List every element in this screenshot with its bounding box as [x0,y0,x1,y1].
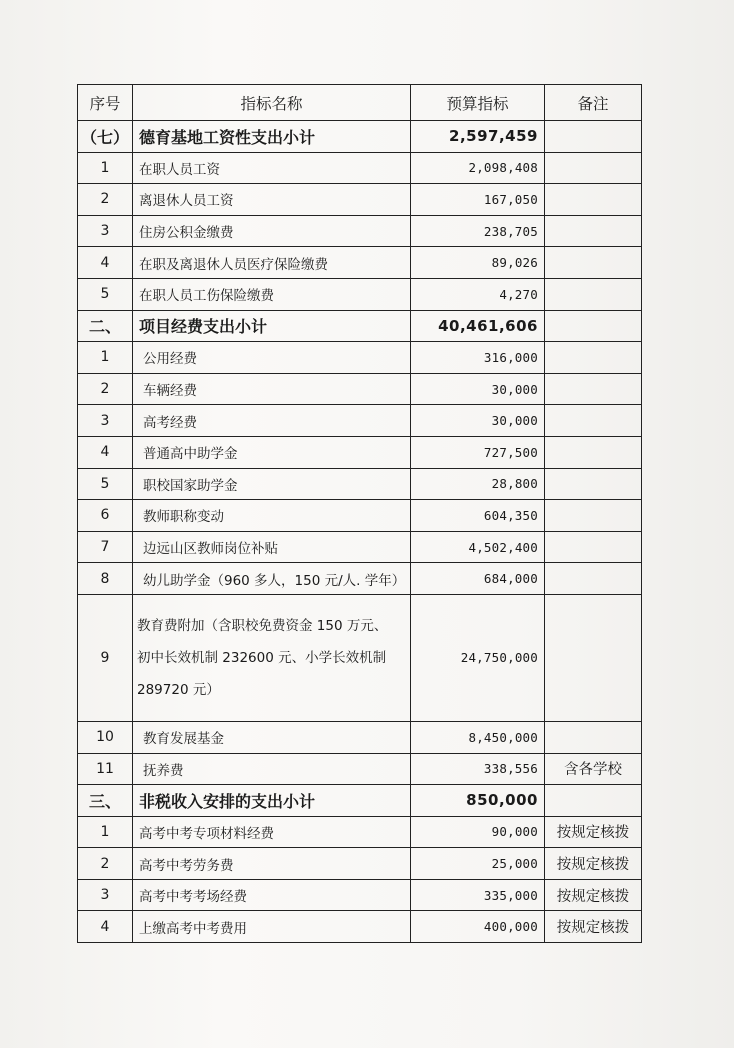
table-row [78,342,642,374]
row-note [545,215,642,247]
row-name: 离退休人员工资 [133,184,411,216]
row-name: 幼儿助学金（960 多人，150 元/人. 学年） [133,563,411,595]
table-body [78,121,642,943]
row-name: 高考中考专项材料经费 [133,816,411,848]
row-seq: 2 [78,184,133,216]
row-note [545,531,642,563]
table-row [78,373,642,405]
row-amount: 89,026 [411,247,545,279]
row-amount: 684,000 [411,563,545,595]
row-amount: 4,270 [411,278,545,310]
row-seq: （七） [78,121,133,153]
row-seq: 1 [78,152,133,184]
table-row [78,468,642,500]
row-note [545,468,642,500]
row-amount: 167,050 [411,184,545,216]
table-row [78,753,642,785]
row-name: 教育发展基金 [133,721,411,753]
row-note [545,184,642,216]
table-row [78,500,642,532]
row-seq: 2 [78,848,133,880]
row-note [545,436,642,468]
row-note: 按规定核拨 [545,848,642,880]
header-amount: 预算指标 [411,85,545,121]
table-row [78,531,642,563]
row-amount: 316,000 [411,342,545,374]
table-row [78,879,642,911]
row-amount: 40,461,606 [411,310,545,342]
table-row [78,436,642,468]
row-name: 边远山区教师岗位补贴 [133,531,411,563]
row-name: 德育基地工资性支出小计 [133,121,411,153]
table-row [78,278,642,310]
row-name: 高考经费 [133,405,411,437]
row-amount: 335,000 [411,879,545,911]
table-row [78,816,642,848]
subtotal-row [78,310,642,342]
row-amount: 30,000 [411,373,545,405]
row-amount: 30,000 [411,405,545,437]
row-seq: 2 [78,373,133,405]
row-seq: 4 [78,911,133,943]
row-note [545,342,642,374]
row-amount: 238,705 [411,215,545,247]
row-amount: 25,000 [411,848,545,880]
row-note [545,594,642,721]
row-amount: 2,597,459 [411,121,545,153]
table-row [78,215,642,247]
row-name: 抚养费 [133,753,411,785]
row-seq: 3 [78,215,133,247]
row-name [133,594,411,721]
row-seq: 4 [78,247,133,279]
row-amount: 727,500 [411,436,545,468]
header-note: 备注 [545,85,642,121]
row-amount: 850,000 [411,785,545,817]
row-note: 按规定核拨 [545,911,642,943]
row-amount: 400,000 [411,911,545,943]
row-seq: 8 [78,563,133,595]
row-seq: 二、 [78,310,133,342]
row-name: 职校国家助学金 [133,468,411,500]
budget-table [77,84,642,943]
row-name: 教师职称变动 [133,500,411,532]
row-note [545,785,642,817]
row-seq: 1 [78,816,133,848]
row-name: 非税收入安排的支出小计 [133,785,411,817]
row-seq: 三、 [78,785,133,817]
row-note [545,310,642,342]
table-row [78,911,642,943]
table-row [78,848,642,880]
row-note [545,721,642,753]
table-row [78,247,642,279]
row-note: 含各学校 [545,753,642,785]
row-amount: 604,350 [411,500,545,532]
row-note [545,247,642,279]
table-row [78,184,642,216]
row-seq: 5 [78,278,133,310]
row-seq: 6 [78,500,133,532]
row-seq: 11 [78,753,133,785]
row-name: 公用经费 [133,342,411,374]
row-amount: 90,000 [411,816,545,848]
row-seq: 4 [78,436,133,468]
table-row [78,152,642,184]
row-seq: 1 [78,342,133,374]
header-seq: 序号 [78,85,133,121]
row-amount: 338,556 [411,753,545,785]
row-name-line: 教育费附加（含职校免费资金 150 万元、 [137,617,388,634]
row-amount: 2,098,408 [411,152,545,184]
row-note [545,278,642,310]
row-note: 按规定核拨 [545,879,642,911]
table-header-row [78,85,642,121]
row-seq: 7 [78,531,133,563]
table-row [78,721,642,753]
row-name: 在职人员工伤保险缴费 [133,278,411,310]
row-note [545,563,642,595]
row-seq: 5 [78,468,133,500]
header-name: 指标名称 [133,85,411,121]
row-name: 普通高中助学金 [133,436,411,468]
row-amount: 28,800 [411,468,545,500]
row-seq: 3 [78,879,133,911]
subtotal-row [78,785,642,817]
row-name-line: 初中长效机制 232600 元、小学长效机制 [137,649,387,666]
row-name: 在职及离退休人员医疗保险缴费 [133,247,411,279]
subtotal-row [78,121,642,153]
row-note [545,373,642,405]
row-note [545,405,642,437]
row-name-line: 289720 元） [137,681,220,698]
row-seq: 10 [78,721,133,753]
row-name: 高考中考劳务费 [133,848,411,880]
row-note [545,121,642,153]
row-note [545,152,642,184]
table-row [78,563,642,595]
row-amount: 8,450,000 [411,721,545,753]
row-name: 高考中考考场经费 [133,879,411,911]
row-name: 在职人员工资 [133,152,411,184]
row-amount: 24,750,000 [411,594,545,721]
row-seq: 3 [78,405,133,437]
row-seq: 9 [78,594,133,721]
row-amount: 4,502,400 [411,531,545,563]
row-name: 车辆经费 [133,373,411,405]
row-name: 上缴高考中考费用 [133,911,411,943]
row-note: 按规定核拨 [545,816,642,848]
row-note [545,500,642,532]
row-name: 住房公积金缴费 [133,215,411,247]
table-row [78,594,642,721]
table-row [78,405,642,437]
row-name: 项目经费支出小计 [133,310,411,342]
